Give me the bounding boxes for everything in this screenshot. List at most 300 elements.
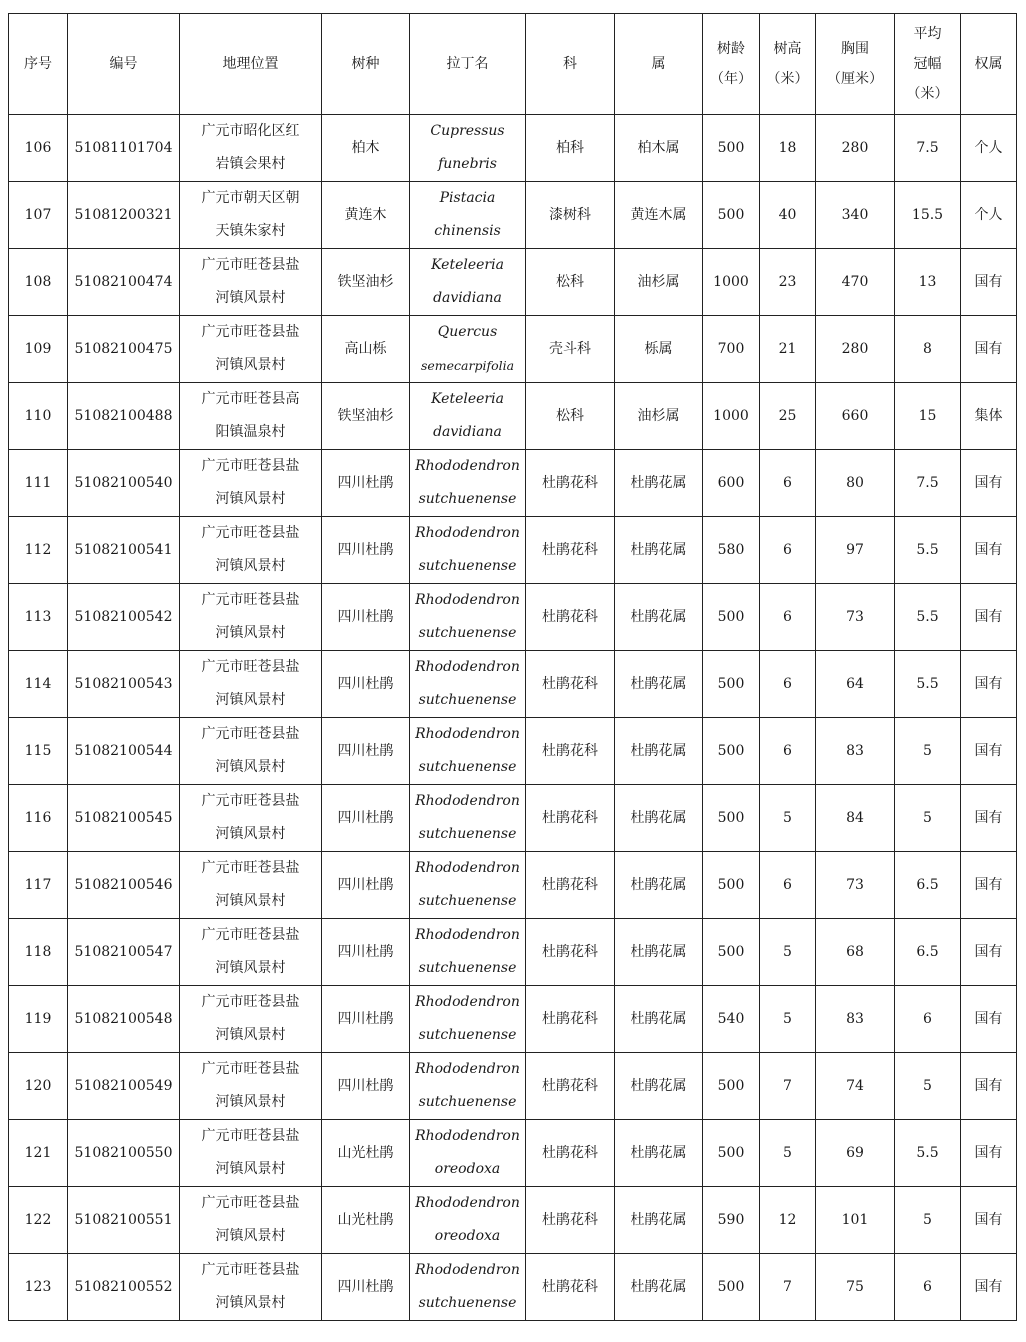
cell-genus: 杜鹃花属 xyxy=(615,1254,703,1321)
location-line1: 广元市旺苍县高 xyxy=(201,391,300,407)
header-girth-line1: 胸围 xyxy=(841,41,869,57)
cell-girth: 64 xyxy=(816,651,895,718)
cell-latin xyxy=(410,182,526,249)
cell-age: 500 xyxy=(703,919,760,986)
header-location: 地理位置 xyxy=(180,14,322,115)
cell-age: 500 xyxy=(703,115,760,182)
header-row xyxy=(9,14,1017,115)
cell-genus: 杜鹃花属 xyxy=(615,1053,703,1120)
latin-genus: Rhododendron xyxy=(415,994,520,1010)
location-line2: 河镇风景村 xyxy=(215,1094,286,1110)
cell-seq: 120 xyxy=(9,1053,68,1120)
latin-epithet: chinensis xyxy=(434,223,501,239)
cell-crown: 5.5 xyxy=(895,517,961,584)
cell-location xyxy=(180,1053,322,1120)
location-line1: 广元市旺苍县盐 xyxy=(201,793,300,809)
latin-epithet: sutchuenense xyxy=(418,1027,517,1043)
latin-epithet: sutchuenense xyxy=(418,692,517,708)
table-row xyxy=(9,182,1017,249)
cell-height: 6 xyxy=(760,450,816,517)
cell-age: 580 xyxy=(703,517,760,584)
cell-height: 5 xyxy=(760,986,816,1053)
header-crown-line1: 平均 xyxy=(913,26,942,42)
cell-age: 500 xyxy=(703,651,760,718)
cell-height: 5 xyxy=(760,919,816,986)
latin-epithet: sutchuenense xyxy=(418,491,517,507)
cell-height: 21 xyxy=(760,316,816,383)
location-line2: 河镇风景村 xyxy=(215,960,286,976)
location-line2: 河镇风景村 xyxy=(215,692,286,708)
cell-crown: 7.5 xyxy=(895,450,961,517)
header-height-line2: （米） xyxy=(766,71,809,87)
cell-height: 6 xyxy=(760,651,816,718)
cell-genus: 柏木属 xyxy=(615,115,703,182)
cell-latin xyxy=(410,852,526,919)
cell-ownership: 国有 xyxy=(961,249,1017,316)
cell-species: 四川杜鹃 xyxy=(322,852,410,919)
cell-genus: 杜鹃花属 xyxy=(615,852,703,919)
cell-location xyxy=(180,182,322,249)
cell-species: 山光杜鹃 xyxy=(322,1187,410,1254)
cell-ownership: 国有 xyxy=(961,651,1017,718)
cell-ownership: 集体 xyxy=(961,383,1017,450)
cell-family: 杜鹃花科 xyxy=(526,785,615,852)
cell-location xyxy=(180,517,322,584)
cell-seq: 112 xyxy=(9,517,68,584)
cell-latin xyxy=(410,1053,526,1120)
table-row xyxy=(9,986,1017,1053)
cell-latin xyxy=(410,517,526,584)
cell-height: 6 xyxy=(760,584,816,651)
cell-code: 51082100544 xyxy=(68,718,180,785)
cell-seq: 121 xyxy=(9,1120,68,1187)
ancient-trees-table xyxy=(8,13,1017,1321)
cell-ownership: 国有 xyxy=(961,1053,1017,1120)
cell-species: 四川杜鹃 xyxy=(322,450,410,517)
cell-age: 600 xyxy=(703,450,760,517)
table-row xyxy=(9,316,1017,383)
latin-genus: Rhododendron xyxy=(415,458,520,474)
table-row xyxy=(9,651,1017,718)
table-row xyxy=(9,852,1017,919)
cell-ownership: 国有 xyxy=(961,1254,1017,1321)
cell-latin xyxy=(410,383,526,450)
header-family: 科 xyxy=(526,14,615,115)
location-line1: 广元市旺苍县盐 xyxy=(201,1195,300,1211)
cell-species: 山光杜鹃 xyxy=(322,1120,410,1187)
cell-seq: 113 xyxy=(9,584,68,651)
cell-code: 51081200321 xyxy=(68,182,180,249)
cell-height: 25 xyxy=(760,383,816,450)
table-row xyxy=(9,1187,1017,1254)
cell-family: 杜鹃花科 xyxy=(526,651,615,718)
latin-epithet: sutchuenense xyxy=(418,558,517,574)
latin-genus: Rhododendron xyxy=(415,1061,520,1077)
cell-girth: 280 xyxy=(816,316,895,383)
cell-genus: 杜鹃花属 xyxy=(615,1120,703,1187)
cell-ownership: 国有 xyxy=(961,517,1017,584)
cell-age: 590 xyxy=(703,1187,760,1254)
cell-age: 540 xyxy=(703,986,760,1053)
cell-latin xyxy=(410,316,526,383)
cell-species: 四川杜鹃 xyxy=(322,1254,410,1321)
latin-genus: Keteleeria xyxy=(431,391,504,407)
cell-species: 铁坚油杉 xyxy=(322,249,410,316)
table-row xyxy=(9,115,1017,182)
location-line1: 广元市昭化区红 xyxy=(201,123,300,139)
header-species: 树种 xyxy=(322,14,410,115)
header-age-line1: 树龄 xyxy=(717,41,745,57)
cell-species: 柏木 xyxy=(322,115,410,182)
location-line2: 阳镇温泉村 xyxy=(215,424,286,440)
latin-genus: Rhododendron xyxy=(415,726,520,742)
cell-location xyxy=(180,919,322,986)
cell-code: 51082100548 xyxy=(68,986,180,1053)
cell-family: 杜鹃花科 xyxy=(526,919,615,986)
cell-ownership: 国有 xyxy=(961,1187,1017,1254)
cell-code: 51082100552 xyxy=(68,1254,180,1321)
cell-genus: 杜鹃花属 xyxy=(615,919,703,986)
cell-family: 杜鹃花科 xyxy=(526,1053,615,1120)
cell-crown: 5 xyxy=(895,1053,961,1120)
cell-girth: 80 xyxy=(816,450,895,517)
location-line2: 河镇风景村 xyxy=(215,826,286,842)
cell-family: 杜鹃花科 xyxy=(526,1187,615,1254)
cell-girth: 68 xyxy=(816,919,895,986)
cell-latin xyxy=(410,1120,526,1187)
header-height-line1: 树高 xyxy=(773,41,802,57)
cell-family: 杜鹃花科 xyxy=(526,1120,615,1187)
cell-height: 6 xyxy=(760,718,816,785)
cell-crown: 5 xyxy=(895,785,961,852)
cell-genus: 杜鹃花属 xyxy=(615,785,703,852)
cell-seq: 119 xyxy=(9,986,68,1053)
cell-location xyxy=(180,316,322,383)
header-crown-line3: （米） xyxy=(906,86,949,102)
cell-girth: 83 xyxy=(816,986,895,1053)
cell-crown: 5 xyxy=(895,718,961,785)
cell-age: 500 xyxy=(703,718,760,785)
location-line1: 广元市旺苍县盐 xyxy=(201,324,300,340)
cell-family: 柏科 xyxy=(526,115,615,182)
table-row xyxy=(9,584,1017,651)
location-line1: 广元市旺苍县盐 xyxy=(201,1128,300,1144)
cell-crown: 5 xyxy=(895,1187,961,1254)
cell-ownership: 国有 xyxy=(961,785,1017,852)
cell-species: 四川杜鹃 xyxy=(322,1053,410,1120)
cell-family: 杜鹃花科 xyxy=(526,450,615,517)
cell-ownership: 国有 xyxy=(961,852,1017,919)
cell-genus: 油杉属 xyxy=(615,249,703,316)
location-line2: 河镇风景村 xyxy=(215,625,286,641)
cell-seq: 123 xyxy=(9,1254,68,1321)
cell-latin xyxy=(410,115,526,182)
location-line2: 河镇风景村 xyxy=(215,1295,286,1311)
latin-genus: Rhododendron xyxy=(415,1262,520,1278)
latin-epithet: sutchuenense xyxy=(418,625,517,641)
location-line2: 河镇风景村 xyxy=(215,558,286,574)
cell-genus: 栎属 xyxy=(615,316,703,383)
table-row xyxy=(9,919,1017,986)
cell-ownership: 国有 xyxy=(961,919,1017,986)
cell-genus: 杜鹃花属 xyxy=(615,1187,703,1254)
cell-height: 5 xyxy=(760,785,816,852)
cell-age: 500 xyxy=(703,1254,760,1321)
header-girth-line2: （厘米） xyxy=(827,71,883,87)
cell-seq: 117 xyxy=(9,852,68,919)
cell-age: 500 xyxy=(703,1053,760,1120)
cell-code: 51082100545 xyxy=(68,785,180,852)
cell-crown: 7.5 xyxy=(895,115,961,182)
cell-girth: 470 xyxy=(816,249,895,316)
cell-latin xyxy=(410,651,526,718)
location-line2: 河镇风景村 xyxy=(215,491,286,507)
location-line1: 广元市旺苍县盐 xyxy=(201,659,300,675)
location-line2: 天镇朱家村 xyxy=(215,223,286,239)
latin-genus: Rhododendron xyxy=(415,1195,520,1211)
cell-age: 500 xyxy=(703,584,760,651)
cell-seq: 122 xyxy=(9,1187,68,1254)
header-age-line2: （年） xyxy=(710,71,752,87)
latin-epithet: sutchuenense xyxy=(418,1295,517,1311)
location-line1: 广元市旺苍县盐 xyxy=(201,860,300,876)
cell-girth: 83 xyxy=(816,718,895,785)
cell-code: 51081101704 xyxy=(68,115,180,182)
latin-epithet: sutchuenense xyxy=(418,960,517,976)
location-line1: 广元市旺苍县盐 xyxy=(201,458,300,474)
cell-ownership: 个人 xyxy=(961,182,1017,249)
cell-code: 51082100546 xyxy=(68,852,180,919)
latin-epithet: semecarpifolia xyxy=(420,358,515,373)
latin-genus: Rhododendron xyxy=(415,860,520,876)
table-body xyxy=(9,115,1017,1321)
location-line1: 广元市旺苍县盐 xyxy=(201,525,300,541)
cell-code: 51082100474 xyxy=(68,249,180,316)
cell-genus: 杜鹃花属 xyxy=(615,450,703,517)
cell-crown: 5.5 xyxy=(895,1120,961,1187)
table-row xyxy=(9,718,1017,785)
cell-location xyxy=(180,651,322,718)
location-line2: 岩镇会果村 xyxy=(215,156,286,172)
cell-latin xyxy=(410,450,526,517)
cell-ownership: 国有 xyxy=(961,450,1017,517)
header-crown-line2: 冠幅 xyxy=(913,56,942,72)
cell-crown: 8 xyxy=(895,316,961,383)
cell-location xyxy=(180,115,322,182)
cell-crown: 6 xyxy=(895,986,961,1053)
table-row xyxy=(9,517,1017,584)
cell-code: 51082100551 xyxy=(68,1187,180,1254)
cell-girth: 75 xyxy=(816,1254,895,1321)
cell-genus: 杜鹃花属 xyxy=(615,651,703,718)
cell-crown: 15 xyxy=(895,383,961,450)
cell-family: 漆树科 xyxy=(526,182,615,249)
cell-family: 杜鹃花科 xyxy=(526,1254,615,1321)
latin-genus: Keteleeria xyxy=(431,257,504,273)
location-line2: 河镇风景村 xyxy=(215,290,286,306)
cell-height: 7 xyxy=(760,1053,816,1120)
cell-seq: 106 xyxy=(9,115,68,182)
cell-latin xyxy=(410,1187,526,1254)
cell-family: 壳斗科 xyxy=(526,316,615,383)
cell-family: 杜鹃花科 xyxy=(526,517,615,584)
cell-family: 杜鹃花科 xyxy=(526,986,615,1053)
cell-girth: 69 xyxy=(816,1120,895,1187)
cell-height: 5 xyxy=(760,1120,816,1187)
cell-age: 700 xyxy=(703,316,760,383)
cell-code: 51082100541 xyxy=(68,517,180,584)
cell-species: 四川杜鹃 xyxy=(322,785,410,852)
table-row xyxy=(9,450,1017,517)
cell-code: 51082100547 xyxy=(68,919,180,986)
cell-latin xyxy=(410,919,526,986)
cell-latin xyxy=(410,718,526,785)
cell-girth: 73 xyxy=(816,584,895,651)
latin-genus: Rhododendron xyxy=(415,793,520,809)
location-line1: 广元市旺苍县盐 xyxy=(201,1061,300,1077)
header-seq: 序号 xyxy=(9,14,68,115)
cell-crown: 6.5 xyxy=(895,852,961,919)
cell-girth: 97 xyxy=(816,517,895,584)
cell-code: 51082100475 xyxy=(68,316,180,383)
latin-genus: Rhododendron xyxy=(415,525,520,541)
cell-seq: 111 xyxy=(9,450,68,517)
cell-species: 四川杜鹃 xyxy=(322,584,410,651)
cell-code: 51082100540 xyxy=(68,450,180,517)
cell-crown: 13 xyxy=(895,249,961,316)
table-row xyxy=(9,1120,1017,1187)
cell-species: 四川杜鹃 xyxy=(322,718,410,785)
cell-latin xyxy=(410,1254,526,1321)
cell-location xyxy=(180,852,322,919)
cell-code: 51082100488 xyxy=(68,383,180,450)
cell-age: 1000 xyxy=(703,383,760,450)
cell-ownership: 国有 xyxy=(961,1120,1017,1187)
cell-seq: 107 xyxy=(9,182,68,249)
cell-height: 6 xyxy=(760,852,816,919)
cell-height: 7 xyxy=(760,1254,816,1321)
latin-genus: Rhododendron xyxy=(415,659,520,675)
cell-age: 500 xyxy=(703,852,760,919)
cell-code: 51082100549 xyxy=(68,1053,180,1120)
cell-height: 6 xyxy=(760,517,816,584)
cell-height: 40 xyxy=(760,182,816,249)
cell-crown: 6.5 xyxy=(895,919,961,986)
cell-genus: 杜鹃花属 xyxy=(615,584,703,651)
table-row xyxy=(9,383,1017,450)
location-line1: 广元市旺苍县盐 xyxy=(201,257,300,273)
table-row xyxy=(9,1254,1017,1321)
cell-genus: 杜鹃花属 xyxy=(615,986,703,1053)
header-genus: 属 xyxy=(615,14,703,115)
cell-seq: 109 xyxy=(9,316,68,383)
cell-seq: 108 xyxy=(9,249,68,316)
location-line2: 河镇风景村 xyxy=(215,1027,286,1043)
cell-location xyxy=(180,584,322,651)
cell-girth: 73 xyxy=(816,852,895,919)
cell-ownership: 国有 xyxy=(961,718,1017,785)
latin-epithet: sutchuenense xyxy=(418,1094,517,1110)
location-line2: 河镇风景村 xyxy=(215,1228,286,1244)
cell-height: 18 xyxy=(760,115,816,182)
location-line2: 河镇风景村 xyxy=(215,357,286,373)
header-height xyxy=(760,14,816,115)
cell-species: 铁坚油杉 xyxy=(322,383,410,450)
cell-location xyxy=(180,1254,322,1321)
location-line1: 广元市旺苍县盐 xyxy=(201,1262,300,1278)
cell-crown: 5.5 xyxy=(895,584,961,651)
header-code: 编号 xyxy=(68,14,180,115)
cell-age: 1000 xyxy=(703,249,760,316)
cell-location xyxy=(180,1120,322,1187)
cell-girth: 280 xyxy=(816,115,895,182)
cell-family: 松科 xyxy=(526,249,615,316)
table-row xyxy=(9,785,1017,852)
cell-location xyxy=(180,450,322,517)
cell-girth: 74 xyxy=(816,1053,895,1120)
cell-crown: 15.5 xyxy=(895,182,961,249)
latin-genus: Cupressus xyxy=(430,123,505,139)
cell-age: 500 xyxy=(703,1120,760,1187)
latin-genus: Rhododendron xyxy=(415,592,520,608)
cell-ownership: 国有 xyxy=(961,316,1017,383)
cell-species: 四川杜鹃 xyxy=(322,986,410,1053)
cell-genus: 杜鹃花属 xyxy=(615,718,703,785)
cell-code: 51082100543 xyxy=(68,651,180,718)
cell-latin xyxy=(410,785,526,852)
cell-location xyxy=(180,1187,322,1254)
cell-height: 12 xyxy=(760,1187,816,1254)
cell-species: 黄连木 xyxy=(322,182,410,249)
cell-seq: 115 xyxy=(9,718,68,785)
latin-genus: Quercus xyxy=(437,324,498,340)
location-line2: 河镇风景村 xyxy=(215,759,286,775)
cell-girth: 660 xyxy=(816,383,895,450)
cell-age: 500 xyxy=(703,182,760,249)
latin-epithet: sutchuenense xyxy=(418,826,517,842)
cell-ownership: 个人 xyxy=(961,115,1017,182)
cell-seq: 114 xyxy=(9,651,68,718)
cell-location xyxy=(180,249,322,316)
cell-crown: 5.5 xyxy=(895,651,961,718)
cell-height: 23 xyxy=(760,249,816,316)
cell-ownership: 国有 xyxy=(961,986,1017,1053)
cell-girth: 340 xyxy=(816,182,895,249)
cell-code: 51082100542 xyxy=(68,584,180,651)
table-row xyxy=(9,249,1017,316)
cell-seq: 118 xyxy=(9,919,68,986)
cell-family: 杜鹃花科 xyxy=(526,584,615,651)
latin-genus: Pistacia xyxy=(439,190,496,206)
cell-location xyxy=(180,986,322,1053)
cell-girth: 84 xyxy=(816,785,895,852)
cell-family: 杜鹃花科 xyxy=(526,718,615,785)
cell-species: 四川杜鹃 xyxy=(322,651,410,718)
table-header xyxy=(9,14,1017,115)
cell-family: 松科 xyxy=(526,383,615,450)
cell-crown: 6 xyxy=(895,1254,961,1321)
latin-epithet: davidiana xyxy=(433,424,502,440)
cell-code: 51082100550 xyxy=(68,1120,180,1187)
cell-location xyxy=(180,785,322,852)
header-ownership: 权属 xyxy=(961,14,1017,115)
cell-location xyxy=(180,383,322,450)
cell-genus: 黄连木属 xyxy=(615,182,703,249)
cell-genus: 杜鹃花属 xyxy=(615,517,703,584)
cell-species: 高山栎 xyxy=(322,316,410,383)
cell-latin xyxy=(410,986,526,1053)
location-line2: 河镇风景村 xyxy=(215,893,286,909)
